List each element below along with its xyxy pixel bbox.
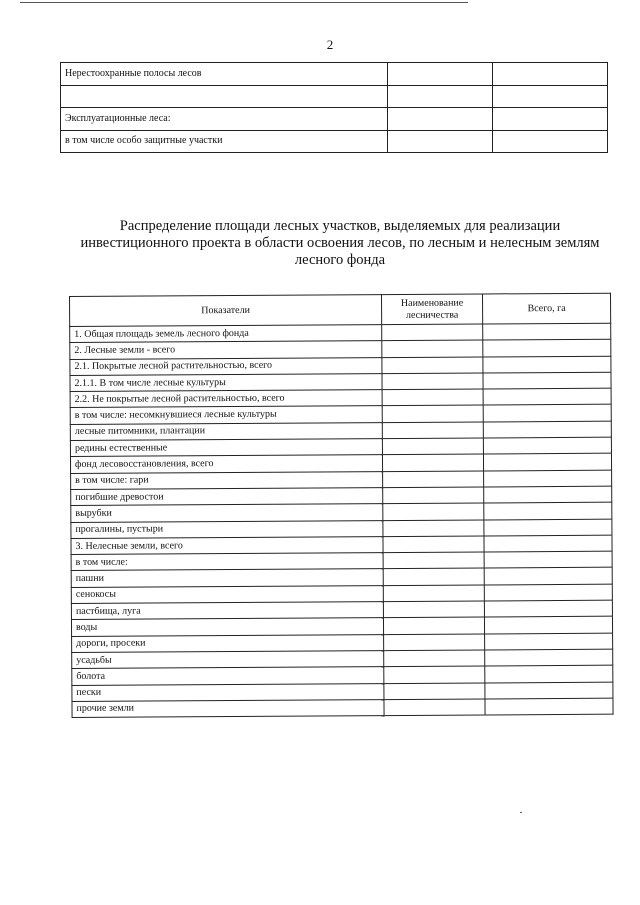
table2-value-cell — [484, 502, 612, 519]
table1-value-cell — [493, 63, 608, 86]
table2-value-cell — [384, 666, 485, 683]
table2-label-cell: погибшие древостои — [71, 488, 383, 506]
heading-line-3: лесного фонда — [294, 252, 386, 268]
table2-value-cell — [383, 536, 484, 553]
table2-value-cell — [384, 682, 485, 699]
table2-label-cell: 2.2. Не покрытые лесной растительностью, всего — [70, 390, 382, 408]
table2-value-cell — [382, 324, 483, 341]
table2-label-cell: лесные питомники, плантации — [70, 422, 382, 440]
table1-label-cell — [61, 85, 388, 108]
table2-value-cell — [485, 665, 613, 682]
table2-label-cell: прочие земли — [72, 699, 384, 717]
table2-value-cell — [484, 584, 612, 601]
table2-value-cell — [483, 388, 611, 405]
table2-value-cell — [382, 405, 483, 422]
table2-label-cell: пашни — [71, 569, 383, 587]
header-indicators: Показатели — [70, 295, 382, 327]
table2-value-cell — [383, 552, 484, 569]
table2-label-cell: в том числе: несомкнувшиеся лесные культуры — [70, 406, 382, 424]
table1-label-cell: Эксплуатационные леса: — [61, 108, 388, 131]
table2-value-cell — [484, 470, 612, 487]
table2-value-cell — [484, 551, 612, 568]
table2-value-cell — [484, 535, 612, 552]
table-row — [72, 698, 613, 718]
table2-label-cell: редины естественные — [70, 439, 382, 457]
table2-label-cell: дороги, просеки — [72, 634, 384, 652]
table2-label-cell: пески — [72, 683, 384, 701]
table2-value-cell — [483, 339, 611, 356]
table2-label-cell: 1. Общая площадь земель лесного фонда — [70, 325, 382, 343]
heading-line-2: инвестиционного проекта в области освоения лесов, по лесным и нелесным землям — [80, 235, 600, 251]
table2-label-cell: 2. Лесные земли - всего — [70, 341, 382, 359]
table2-value-cell — [484, 568, 612, 585]
table2-label-cell: воды — [71, 618, 383, 636]
table2-value-cell — [382, 438, 483, 455]
table2-value-cell — [382, 357, 483, 374]
table2-value-cell — [383, 471, 484, 488]
scan-speck — [520, 812, 522, 813]
table2-value-cell — [484, 617, 612, 634]
table-row — [61, 85, 608, 108]
table2-value-cell — [384, 650, 485, 667]
table2-value-cell — [383, 503, 484, 520]
table1-value-cell — [388, 63, 493, 86]
table-row — [61, 63, 608, 86]
table2-value-cell — [483, 372, 611, 389]
table2-value-cell — [382, 422, 483, 439]
table1-label-cell: Нерестоохранные полосы лесов — [61, 63, 388, 86]
table1-label-cell: в том числе особо защитные участки — [61, 130, 388, 153]
table2-label-cell: сенокосы — [71, 585, 383, 603]
table2-value-cell — [483, 437, 611, 454]
table1-value-cell — [493, 130, 608, 153]
page-number: 2 — [326, 37, 334, 52]
table-row — [61, 130, 608, 153]
table2-value-cell — [383, 617, 484, 634]
table2-value-cell — [483, 356, 611, 373]
table2-label-cell: пастбища, луга — [71, 602, 383, 620]
table1-value-cell — [493, 85, 608, 108]
table2-label-cell: 2.1.1. В том числе лесные культуры — [70, 373, 382, 391]
table2-value-cell — [382, 373, 483, 390]
table2-label-cell: болота — [72, 667, 384, 685]
table2-value-cell — [382, 389, 483, 406]
table2-value-cell — [383, 487, 484, 504]
table1-value-cell — [388, 108, 493, 131]
distribution-table — [69, 293, 614, 718]
table1-value-cell — [388, 85, 493, 108]
table2-value-cell — [485, 633, 613, 650]
table2-value-cell — [383, 568, 484, 585]
table2-value-cell — [382, 340, 483, 357]
table2-value-cell — [485, 698, 613, 715]
table2-label-cell: в том числе: — [71, 553, 383, 571]
section-heading — [60, 218, 620, 269]
table2-value-cell — [485, 682, 613, 699]
table2-value-cell — [383, 520, 484, 537]
table2-label-cell: в том числе: гари — [71, 471, 383, 489]
table2-value-cell — [483, 323, 611, 340]
table2-label-cell: прогалины, пустыри — [71, 520, 383, 538]
table1-value-cell — [493, 108, 608, 131]
table2-value-cell — [383, 585, 484, 602]
table-row — [61, 108, 608, 131]
table2-label-cell: усадьбы — [72, 651, 384, 669]
heading-line-1: Распределение площади лесных участков, выделяемых для реализации — [119, 218, 561, 234]
top-rule — [20, 2, 468, 3]
table1-value-cell — [388, 130, 493, 153]
table2-value-cell — [384, 634, 485, 651]
header-total-ha: Всего, га — [482, 293, 610, 324]
table2-value-cell — [384, 699, 485, 716]
table2-value-cell — [484, 486, 612, 503]
table2-value-cell — [383, 601, 484, 618]
table2-label-cell: фонд лесовосстановления, всего — [70, 455, 382, 473]
table2-value-cell — [483, 405, 611, 422]
table2-value-cell — [483, 454, 611, 471]
table-header-row — [70, 293, 611, 326]
header-forestry-name: Наименование лесничества — [381, 294, 482, 325]
table2-value-cell — [484, 600, 612, 617]
table2-label-cell: вырубки — [71, 504, 383, 522]
table2-value-cell — [484, 519, 612, 536]
table2-value-cell — [485, 649, 613, 666]
table2-label-cell: 3. Нелесные земли, всего — [71, 536, 383, 554]
table2-label-cell: 2.1. Покрытые лесной растительностью, всего — [70, 357, 382, 375]
table-1 — [60, 62, 608, 153]
table2-value-cell — [382, 454, 483, 471]
table2-value-cell — [483, 421, 611, 438]
